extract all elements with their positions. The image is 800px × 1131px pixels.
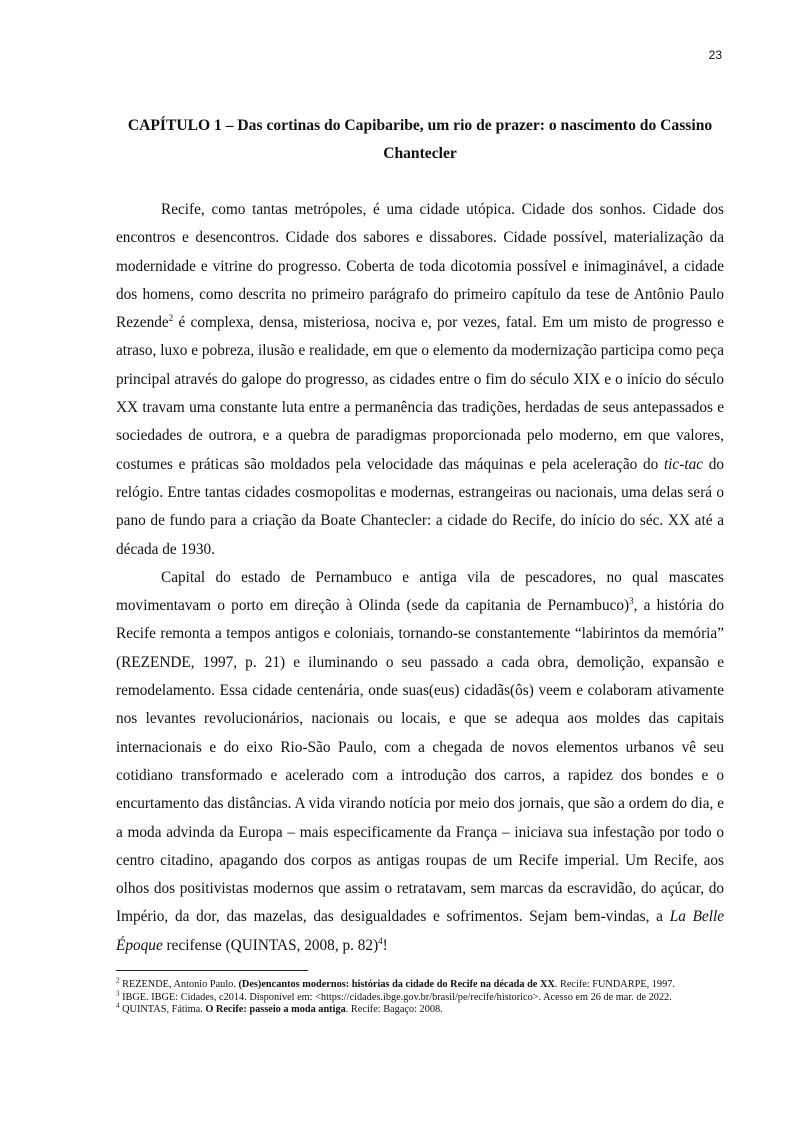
footnote-text: . Recife: FUNDARPE, 1997. [554, 979, 675, 990]
footnote-ref-3: 3 [629, 596, 634, 607]
page-number: 23 [708, 48, 722, 62]
italic-term-tic-tac: tic-tac [663, 455, 704, 473]
body-text [116, 196, 724, 960]
paragraph-1-text-b: é complexa, densa, misteriosa, nociva e, por vezes, fatal. Em um misto de progresso e atraso, luxo e pobreza, ilusão e realidade, em que o elemento da modernização participa como peça principal através do galope do progresso, as cidades entre o fim do século XIX e o início do século XX travam uma constante luta entre a permanência das tradições, herdadas de seus antepassados e sociedades de outrora, e a quebra de paradigmas proporcionada pelo moderno, em que valores, costumes e práticas são moldados pela velocidade das máquinas e pela aceleração do [116, 314, 724, 473]
paragraph-2-text-b: , a história do Recife remonta a tempos antigos e coloniais, tornando-se constantemente “labirintos da memória” (REZENDE, 1997, p. 21) e iluminando o seu passado a cada obra, demolição, expansão e remodelamento. Essa cidade centenária, onde suas(eus) cidadãs(ôs) veem e colaboram ativamente nos levantes revolucionários, nacionais ou locais, e que se adequa aos moldes das capitais internacionais e do eixo Rio-São Paulo, com a chegada de novos elementos urbanos vê seu cotidiano transformado e acelerado com a introdução dos carros, a rapidez dos bondes e o encurtamento das distâncias. A vida virando notícia por meio dos jornais, que são a ordem do dia, e a moda advinda da Europa – mais especificamente da França – iniciava sua infestação por todo o centro citadino, apagando dos corpos as antigas roupas de um Recife imperial. Um Recife, aos olhos dos positivistas modernos que assim o retratavam, sem marcas da escravidão, do açúcar, do Império, da dor, das mazelas, das desigualdades e sofrimentos. Sejam bem-vindas, a [116, 597, 724, 926]
footnote-text: IBGE. IBGE: Cidades, c2014. Disponível em: <https://cidades.ibge.gov.br/brasil/pe/recife/historico>. Acesso em 26 de mar. de 2022. [119, 991, 672, 1003]
paragraph-1 [116, 196, 724, 564]
footnote-number: 2 [116, 976, 120, 985]
italic-term-belle-epoque: La Belle Époque [116, 908, 724, 954]
paragraph-2-text-c: recifense (QUINTAS, 2008, p. 82) [162, 936, 379, 954]
paragraph-2-text-d: ! [382, 936, 388, 954]
footnote-ref-4: 4 [378, 935, 383, 946]
footnote-4 [116, 1001, 724, 1017]
footnote-number: 4 [116, 1001, 120, 1010]
footnote-title: (Des)encantos modernos: histórias da cidade do Recife na década de XX [238, 979, 555, 990]
footnote-text: REZENDE, Antonio Paulo. [119, 979, 239, 990]
footnote-text: . Recife: Bagaço: 2008. [345, 1004, 443, 1016]
footnote-divider [116, 970, 308, 971]
chapter-title: CAPÍTULO 1 – Das cortinas do Capibaribe, um rio de prazer: o nascimento do Cassino Chantecler [127, 117, 713, 162]
paragraph-1-text-c: do relógio. Entre tantas cidades cosmopolitas e modernas, estrangeiras ou nacionais, uma delas será o pano de fundo para a criação da Boate Chantecler: a cidade do Recife, do início do séc. XX até a década de 1930. [116, 455, 725, 558]
footnote-text: QUINTAS, Fátima. [119, 1004, 206, 1016]
paragraph-2 [116, 564, 724, 960]
footnote-3 [116, 989, 724, 1005]
footnote-2 [116, 976, 724, 992]
footnotes [116, 976, 724, 1017]
footnote-ref-2: 2 [168, 313, 174, 324]
paragraph-1-text-a: Recife, como tantas metrópoles, é uma cidade utópica. Cidade dos sonhos. Cidade dos encontros e desencontros. Cidade dos sabores e dissabores. Cidade possível, materialização da modernidade e vitrine do progresso. Coberta de toda dicotomia possível e inimaginável, a cidade dos homens, como descrita no primeiro parágrafo do primeiro capítulo da tese de Antônio Paulo Rezende [116, 201, 724, 332]
paragraph-2-text-a: Capital do estado de Pernambuco e antiga vila de pescadores, no qual mascates movimentavam o porto em direção à Olinda (sede da capitania de Pernambuco) [116, 568, 724, 615]
footnote-title: O Recife: passeio a moda antiga [205, 1004, 346, 1016]
footnote-number: 3 [116, 989, 120, 998]
